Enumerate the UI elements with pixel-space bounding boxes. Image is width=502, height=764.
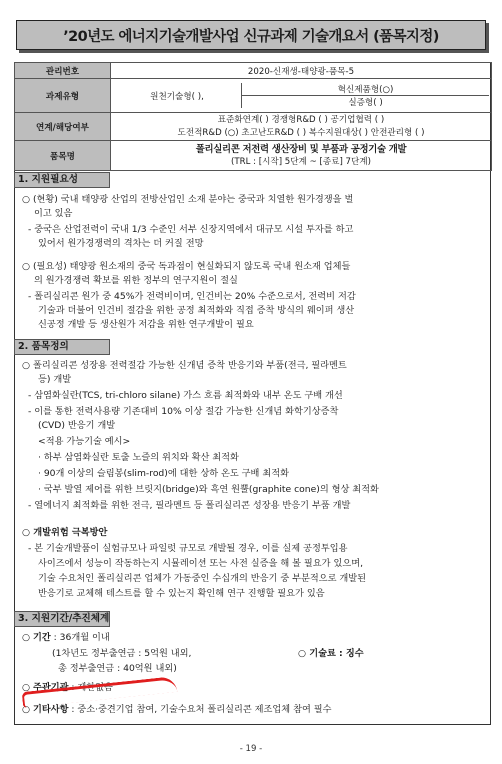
s1-line-9: 신공정 개발 등 생산원가 저감을 위한 연구개발이 필요	[38, 319, 254, 330]
row-product	[15, 141, 492, 171]
product-trl: (TRL : [시작] 5단계 ~ [종료] 7단계)	[231, 156, 371, 167]
row-mgmt	[15, 63, 492, 79]
s3-fund-2: 총 정부출연금 : 40억원 내외)	[58, 663, 177, 674]
s2-line-8: · 90개 이상의 슬림봉(slim-rod)에 대한 상하 온도 구배 최적화	[38, 468, 289, 479]
s2-line-1: ○ 폴리실리콘 성장용 전력절감 가능한 신개념 증착 반응기와 부품(전극, 필라멘트	[22, 360, 347, 371]
section-3-header: 3. 지원기간/추진체계	[14, 611, 110, 627]
s2-line-9: · 국부 발열 제어를 위한 브릿지(bridge)와 흑연 원뿔(graphite cone)의 형상 최적화	[38, 484, 379, 495]
row-type	[15, 79, 492, 113]
s1-line-7: - 폴리실리콘 원가 중 45%가 전력비이며, 인건비는 20% 수준으로서, 전력비 저감	[28, 291, 356, 302]
s3-host: ○ 주관기관 : 제한없음	[22, 682, 113, 693]
row-link	[15, 113, 492, 141]
s2-line-2: 등) 개발	[38, 374, 72, 385]
type-right-1: 혁신제품형(○)	[242, 83, 489, 96]
mgmt-label: 관리번호	[15, 63, 111, 79]
overview-table	[14, 62, 492, 171]
section-2-header: 2. 품목정의	[14, 339, 110, 355]
s3-etc: ○ 기타사항 : 중소·중견기업 참여, 기술수요처 폴리실리콘 제조업체 참여 필수	[22, 704, 332, 715]
s2-line-4: - 이를 통한 전력사용량 기존대비 10% 이상 절감 가능한 신개념 화학기상증착	[28, 406, 339, 417]
s1-line-8: 기술과 더불어 인건비 절감을 위한 공정 최적화와 직접 증착 방식의 웨이퍼 생산	[38, 305, 355, 316]
link-value	[111, 113, 492, 141]
link-label: 연계/해당여부	[15, 113, 111, 141]
s3-fund-1: (1차년도 정부출연금 : 5억원 내외,	[52, 648, 192, 659]
document-title	[16, 20, 486, 50]
type-cell	[111, 79, 492, 113]
s3-tech: ○ 기술료 : 징수	[298, 648, 364, 659]
type-right-2: 실증형( )	[348, 98, 383, 108]
document-title-text: ’20년도 에너지기술개발사업 신규과제 기술개요서 (품목지정)	[63, 28, 439, 45]
s1-line-3: - 중국은 산업전력이 국내 1/3 수준인 서부 신장지역에서 대규모 시설 투자를 하고	[28, 224, 354, 235]
s2-line-10: - 열에너지 최적화를 위한 전극, 필라멘트 등 폴리실리콘 성장용 반응기 부품 개발	[28, 500, 351, 511]
section-1-header: 1. 지원필요성	[14, 172, 110, 188]
product-name: 폴리실리콘 저전력 생산장비 및 부품과 공정기술 개발	[195, 143, 407, 155]
s2-line-13: 사이즈에서 성능이 작동하는지 시뮬레이션 또는 사전 실증을 해 볼 필요가 있으며,	[38, 558, 364, 569]
s2-risk-title: ○ 개발위험 극복방안	[22, 527, 108, 538]
s3-period: ○ 기간 : 36개월 이내	[22, 632, 110, 643]
page-number: - 19 -	[239, 744, 263, 754]
link-line-2: 도전적R&D (○) 초고난도R&D ( ) 복수지원대상( ) 안전관리형 ( )	[177, 127, 425, 138]
s2-line-5: (CVD) 반응기 개발	[38, 420, 116, 431]
type-left: 원천기술형( ),	[113, 83, 242, 108]
product-label: 품목명	[15, 141, 111, 171]
s2-line-15: 반응기로 교체해 테스트를 할 수 있는지 확인해 연구 진행할 필요가 있음	[38, 588, 325, 599]
s2-line-3: - 삼염화실란(TCS, tri-chloro silane) 가스 흐름 최적화와 내부 온도 구배 개선	[28, 390, 343, 401]
s1-line-1: ○ (현황) 국내 태양광 산업의 전방산업인 소재 분야는 중국과 치열한 원가경쟁을 벌	[22, 194, 354, 205]
s2-line-12: - 본 기술개발품이 실험규모나 파일럿 규모로 개발될 경우, 이를 실제 공정투입용	[28, 543, 348, 554]
product-value	[111, 141, 492, 171]
s1-line-4: 있어서 원가경쟁력의 격차는 더 커질 전망	[38, 238, 204, 249]
mgmt-value: 2020-신재생-태양광-품목-5	[111, 63, 492, 79]
type-label: 과제유형	[15, 79, 111, 113]
link-line-1: 표준화연계( ) 경쟁형R&D ( ) 공기업협력 ( )	[217, 114, 385, 125]
s2-line-6: <적용 가능기술 예시>	[38, 436, 131, 447]
s2-line-14: 기술 수요처인 폴리실리콘 업체가 가동중인 수십개의 반응기 중 부분적으로 개발된	[38, 573, 367, 584]
s2-line-7: · 하부 삼염화실란 토출 노즐의 위치와 확산 최적화	[38, 452, 239, 463]
s1-line-6: 의 원가경쟁력 확보를 위한 정부의 연구지원이 절실	[34, 275, 238, 286]
s1-line-2: 이고 있음	[34, 208, 73, 219]
s1-line-5: ○ (필요성) 태양광 원소재의 중국 독과점이 현실화되지 않도록 국내 원소재 업체들	[22, 261, 351, 272]
